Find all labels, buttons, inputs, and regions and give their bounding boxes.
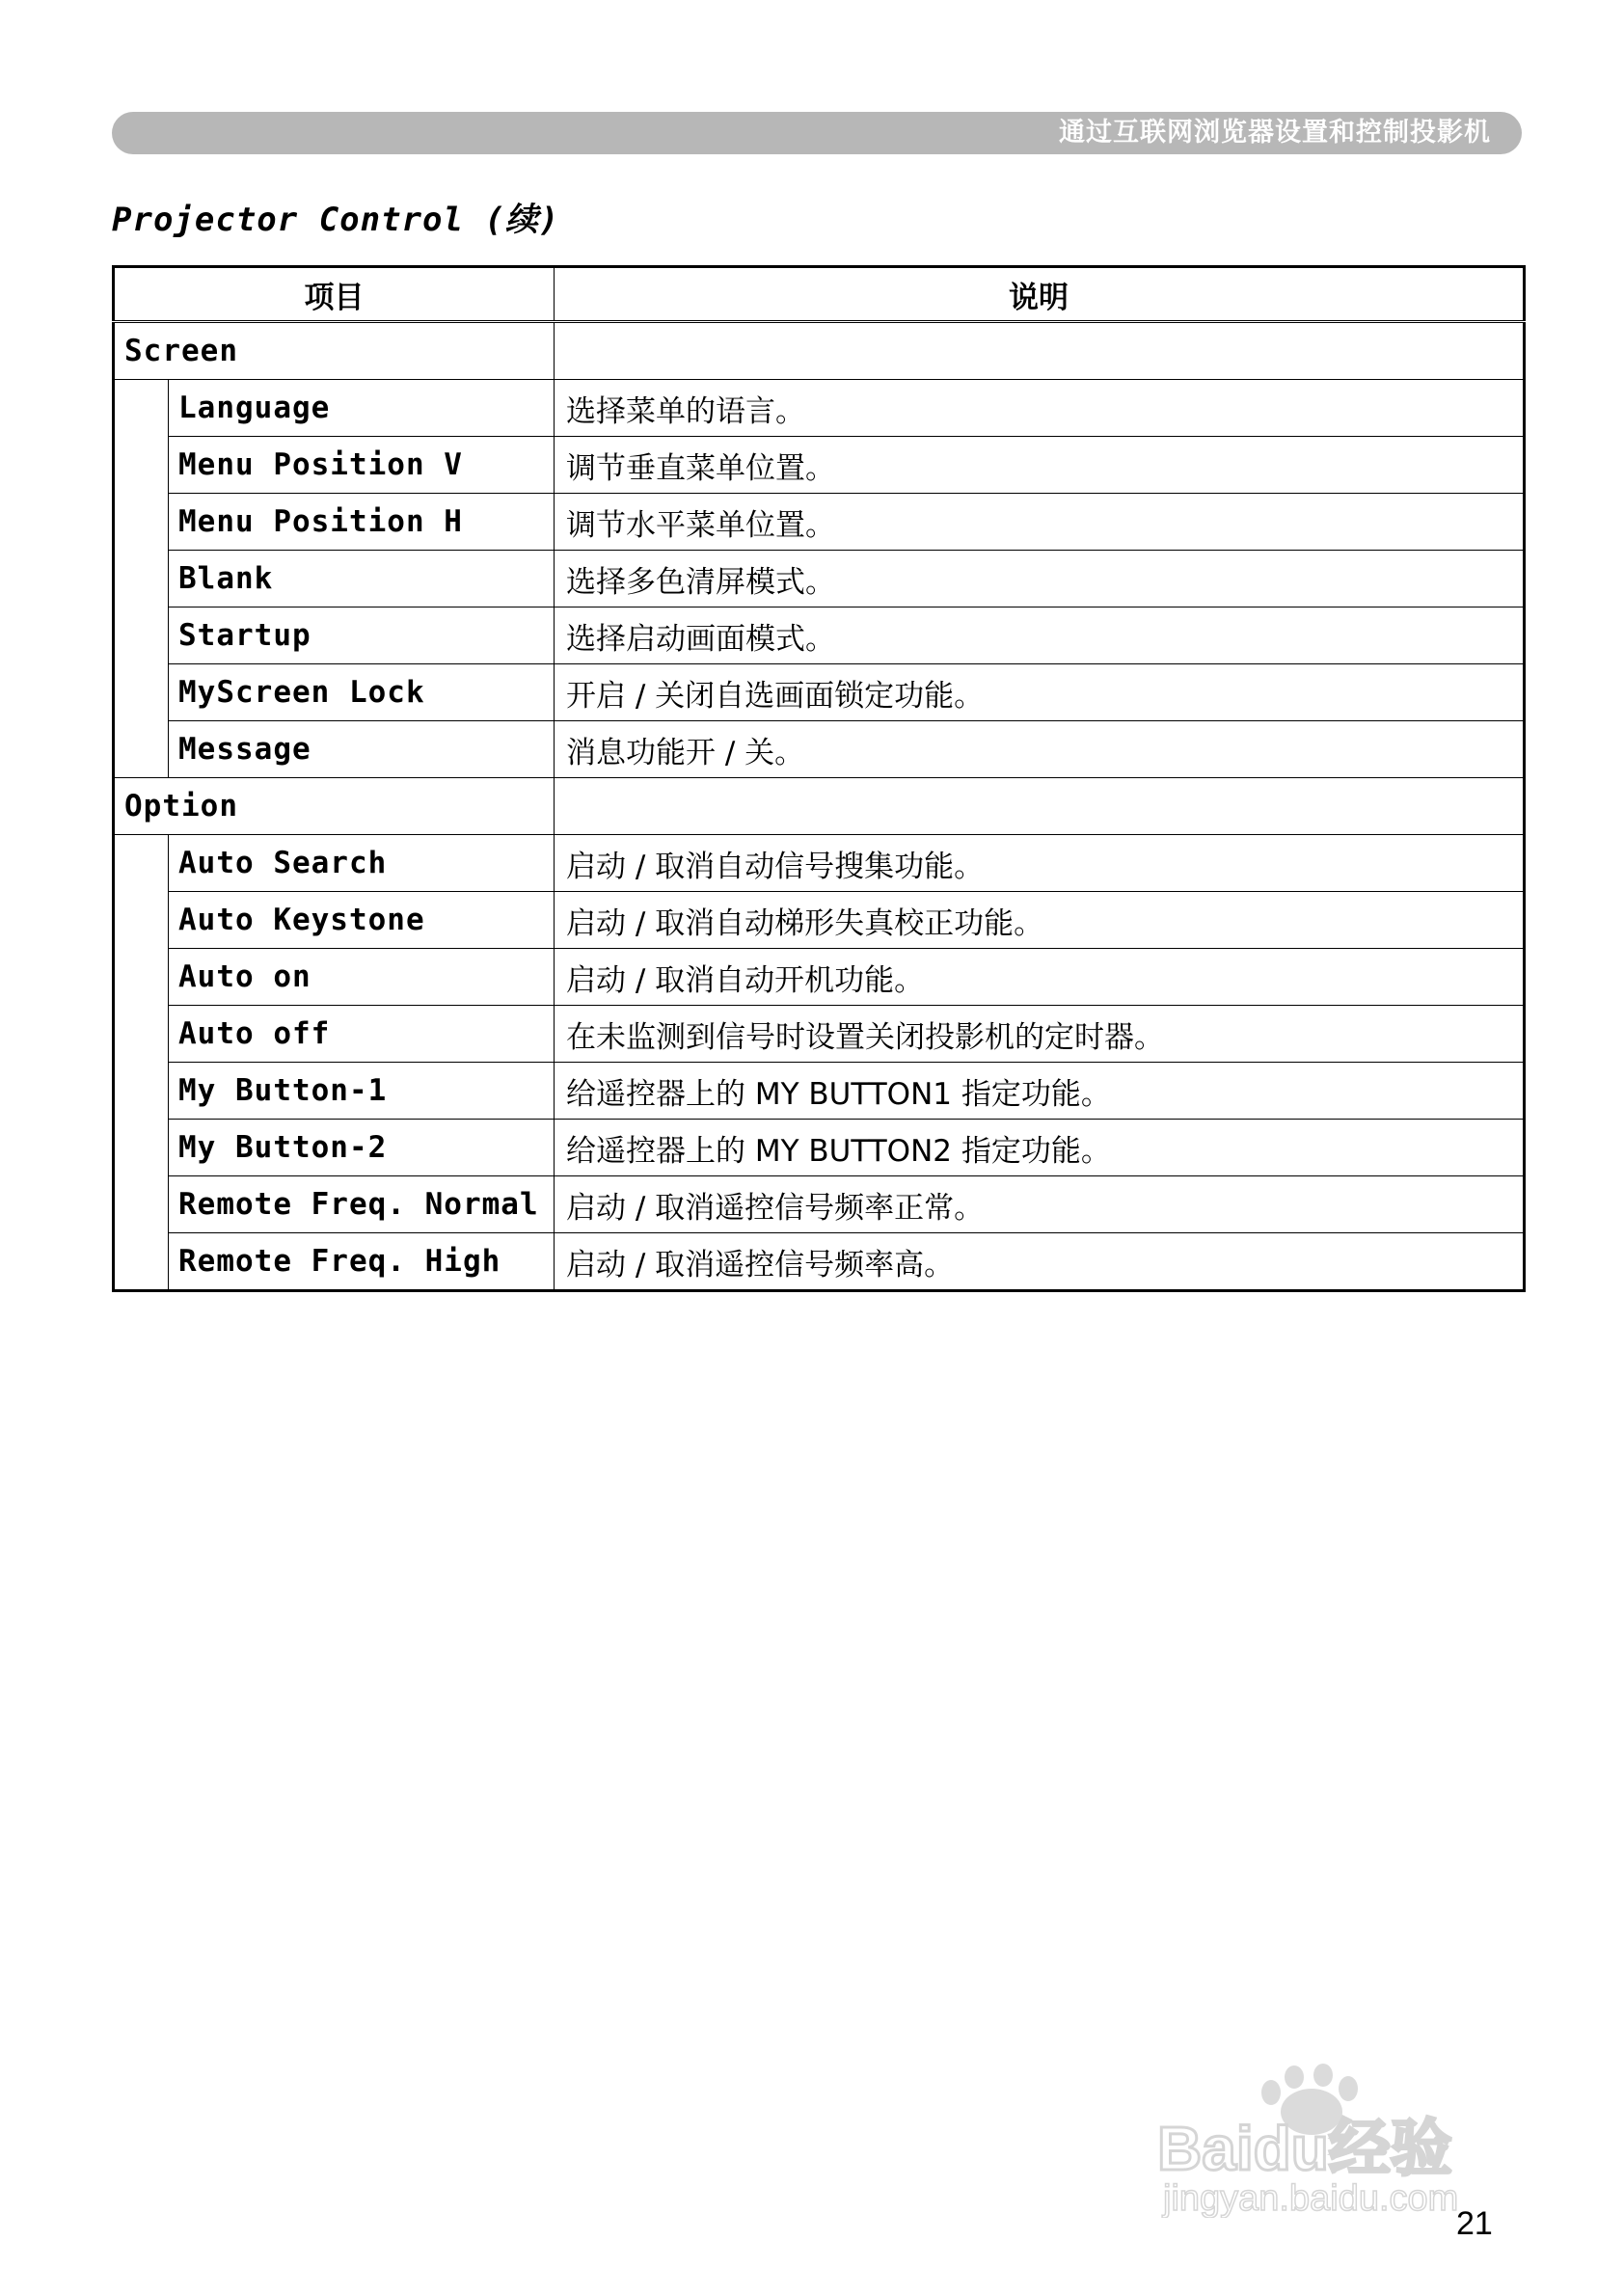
table-row — [114, 721, 1525, 778]
table-header-row — [114, 267, 1525, 322]
item-description: 消息功能开 / 关。 — [555, 721, 1525, 778]
table-row — [114, 437, 1525, 494]
item-description: 给遥控器上的 MY BUTTON1 指定功能。 — [555, 1063, 1525, 1120]
table-row — [114, 1120, 1525, 1176]
item-name: Auto on — [169, 949, 555, 1006]
item-description: 启动 / 取消自动梯形失真校正功能。 — [555, 892, 1525, 949]
baidu-jingyan-watermark — [1157, 2064, 1543, 2218]
item-description: 启动 / 取消自动信号搜集功能。 — [555, 835, 1525, 892]
section-title: Projector Control (续) — [112, 201, 560, 239]
column-header-desc: 说明 — [555, 267, 1525, 322]
item-name: Remote Freq. Normal — [169, 1176, 555, 1233]
table-row — [114, 892, 1525, 949]
item-description: 选择菜单的语言。 — [555, 380, 1525, 437]
item-name: Language — [169, 380, 555, 437]
table-row — [114, 494, 1525, 551]
table-row — [114, 949, 1525, 1006]
table-row — [114, 380, 1525, 437]
indent-cell — [114, 1233, 169, 1291]
item-name: Remote Freq. High — [169, 1233, 555, 1291]
table-row — [114, 1006, 1525, 1063]
indent-cell — [114, 1176, 169, 1233]
indent-cell — [114, 608, 169, 664]
indent-cell — [114, 380, 169, 437]
item-name: Auto off — [169, 1006, 555, 1063]
item-name: Menu Position H — [169, 494, 555, 551]
indent-cell — [114, 437, 169, 494]
indent-cell — [114, 949, 169, 1006]
item-name: My Button-1 — [169, 1063, 555, 1120]
item-name: My Button-2 — [169, 1120, 555, 1176]
item-description: 启动 / 取消遥控信号频率正常。 — [555, 1176, 1525, 1233]
indent-cell — [114, 892, 169, 949]
item-description: 开启 / 关闭自选画面锁定功能。 — [555, 664, 1525, 721]
item-name: Auto Keystone — [169, 892, 555, 949]
indent-cell — [114, 494, 169, 551]
column-header-item: 项目 — [114, 267, 555, 322]
page-number: 21 — [1456, 2205, 1493, 2242]
item-name: Startup — [169, 608, 555, 664]
item-description: 启动 / 取消自动开机功能。 — [555, 949, 1525, 1006]
table-row — [114, 608, 1525, 664]
table-row — [114, 551, 1525, 608]
item-name: Blank — [169, 551, 555, 608]
group-label: Option — [114, 778, 555, 835]
item-name: Auto Search — [169, 835, 555, 892]
item-description: 在未监测到信号时设置关闭投影机的定时器。 — [555, 1006, 1525, 1063]
item-description: 调节水平菜单位置。 — [555, 494, 1525, 551]
item-description: 选择多色清屏模式。 — [555, 551, 1525, 608]
group-row — [114, 322, 1525, 380]
watermark-url: jingyan.baidu.com — [1163, 2178, 1459, 2218]
indent-cell — [114, 664, 169, 721]
table-body — [114, 322, 1525, 1291]
table-row — [114, 664, 1525, 721]
item-description: 选择启动画面模式。 — [555, 608, 1525, 664]
table-row — [114, 835, 1525, 892]
table-row — [114, 1176, 1525, 1233]
indent-cell — [114, 721, 169, 778]
item-name: MyScreen Lock — [169, 664, 555, 721]
group-row — [114, 778, 1525, 835]
indent-cell — [114, 1120, 169, 1176]
table-row — [114, 1063, 1525, 1120]
item-name: Message — [169, 721, 555, 778]
table-row — [114, 1233, 1525, 1291]
group-desc-empty — [555, 778, 1525, 835]
item-name: Menu Position V — [169, 437, 555, 494]
group-label: Screen — [114, 322, 555, 380]
watermark-brand: Baidu经验 — [1157, 2114, 1452, 2183]
control-table — [112, 265, 1526, 1292]
item-description: 调节垂直菜单位置。 — [555, 437, 1525, 494]
indent-cell — [114, 835, 169, 892]
indent-cell — [114, 551, 169, 608]
header-bar — [112, 112, 1522, 154]
item-description: 启动 / 取消遥控信号频率高。 — [555, 1233, 1525, 1291]
item-description: 给遥控器上的 MY BUTTON2 指定功能。 — [555, 1120, 1525, 1176]
group-desc-empty — [555, 322, 1525, 380]
indent-cell — [114, 1006, 169, 1063]
indent-cell — [114, 1063, 169, 1120]
header-title: 通过互联网浏览器设置和控制投影机 — [1059, 118, 1491, 148]
